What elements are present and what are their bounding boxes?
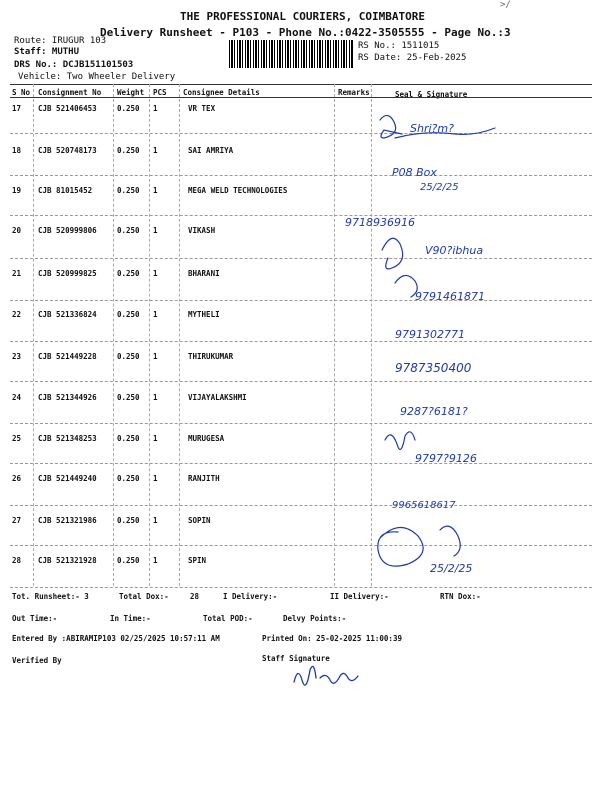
row-consignment: CJB 521449240 [38, 474, 97, 483]
row-consignee: MURUGESA [188, 434, 225, 443]
vehicle-label: Vehicle: Two Wheeler Delivery [18, 72, 176, 82]
ink-date-19: 25/2/25 [420, 182, 459, 193]
row-consignment: CJB 521344926 [38, 393, 97, 402]
row-sno: 17 [12, 104, 22, 113]
row-sno: 27 [12, 516, 22, 525]
rtn-dox-label: RTN Dox:- [440, 592, 481, 601]
corner-mark: >/ [500, 0, 511, 10]
row-consignee: SPIN [188, 556, 207, 565]
col-seal-signature: Seal & Signature [395, 90, 468, 99]
rs-number: RS No.: 1511015 [358, 41, 440, 51]
row-sno: 20 [12, 226, 22, 235]
row-consignment: CJB 521321986 [38, 516, 97, 525]
row-weight: 0.250 [117, 434, 140, 443]
total-dox-value: 28 [190, 592, 200, 601]
verified-by: Verified By [12, 656, 62, 665]
ink-phone-24: 9287?6181? [400, 405, 468, 418]
row-pcs: 1 [153, 434, 158, 443]
row-pcs: 1 [153, 393, 158, 402]
ink-phone-20: 9718936916 [345, 216, 415, 229]
ink-phone-21: 9791461871 [415, 290, 485, 303]
row-consignee: VIKASH [188, 226, 216, 235]
row-pcs: 1 [153, 556, 158, 565]
row-weight: 0.250 [117, 104, 140, 113]
row-consignment: CJB 521336824 [38, 310, 97, 319]
ink-note-18: P08 Box [392, 166, 437, 179]
row-sno: 25 [12, 434, 22, 443]
staff-label: Staff: MUTHU [14, 47, 80, 57]
in-time-label: In Time:- [110, 614, 151, 623]
ii-delivery-label: II Delivery:- [330, 592, 389, 601]
row-consignee: BHARANI [188, 269, 220, 278]
row-weight: 0.250 [117, 269, 140, 278]
row-pcs: 1 [153, 186, 158, 195]
row-consignment: CJB 521321928 [38, 556, 97, 565]
row-sno: 19 [12, 186, 22, 195]
row-sno: 26 [12, 474, 22, 483]
rs-date: RS Date: 25-Feb-2025 [358, 53, 467, 63]
row-consignee: MEGA WELD TECHNOLOGIES [188, 186, 288, 195]
ink-phone-25: 9797?9126 [415, 452, 477, 465]
row-weight: 0.250 [117, 516, 140, 525]
row-weight: 0.250 [117, 146, 140, 155]
col-consignee: Consignee Details [183, 88, 260, 97]
total-dox-label: Total Dox:- [119, 592, 169, 601]
row-consignment: CJB 521449228 [38, 352, 97, 361]
staff-signature-ink [290, 664, 370, 690]
col-pcs: PCS [153, 88, 167, 97]
row-pcs: 1 [153, 310, 158, 319]
ink-phone-23: 9787350400 [395, 361, 472, 375]
row-pcs: 1 [153, 474, 158, 483]
entered-by: Entered By :ABIRAMIP103 02/25/2025 10:57:11 AM [12, 634, 220, 643]
printed-on: Printed On: 25-02-2025 11:00:39 [262, 634, 402, 643]
row-weight: 0.250 [117, 393, 140, 402]
row-weight: 0.250 [117, 474, 140, 483]
row-weight: 0.250 [117, 310, 140, 319]
row-pcs: 1 [153, 269, 158, 278]
ink-signature-17: Shri?m? [410, 122, 454, 135]
col-sno: S No [12, 88, 31, 97]
row-consignment: CJB 520999825 [38, 269, 97, 278]
row-pcs: 1 [153, 146, 158, 155]
row-weight: 0.250 [117, 352, 140, 361]
row-consignment: CJB 520999806 [38, 226, 97, 235]
row-sno: 24 [12, 393, 22, 402]
row-consignee: SAI AMRIYA [188, 146, 234, 155]
row-weight: 0.250 [117, 186, 140, 195]
ink-date-28: 25/2/25 [430, 562, 473, 575]
staff-signature-label: Staff Signature [262, 654, 330, 663]
row-pcs: 1 [153, 226, 158, 235]
delvy-points-label: Delvy Points:- [283, 614, 347, 623]
row-consignee: SOPIN [188, 516, 211, 525]
row-sno: 21 [12, 269, 22, 278]
row-consignment: CJB 520748173 [38, 146, 97, 155]
ink-phone-22: 9791302771 [395, 328, 465, 341]
row-sno: 22 [12, 310, 22, 319]
i-delivery-label: I Delivery:- [223, 592, 278, 601]
row-weight: 0.250 [117, 556, 140, 565]
row-consignment: CJB 521348253 [38, 434, 97, 443]
col-weight: Weight [117, 88, 145, 97]
row-sno: 28 [12, 556, 22, 565]
row-sno: 23 [12, 352, 22, 361]
row-sno: 18 [12, 146, 22, 155]
row-consignee: VR TEX [188, 104, 216, 113]
row-pcs: 1 [153, 352, 158, 361]
drs-number: DRS No.: DCJB151101503 [14, 60, 134, 70]
ink-phone-26: 9965618617 [392, 500, 456, 511]
row-weight: 0.250 [117, 226, 140, 235]
row-consignee: MYTHELI [188, 310, 220, 319]
route-label: Route: IRUGUR 103 [14, 36, 107, 46]
row-consignment: CJB 81015452 [38, 186, 93, 195]
total-runsheet: Tot. Runsheet:- 3 [12, 592, 89, 601]
company-title: THE PROFESSIONAL COURIERS, COIMBATORE [180, 10, 426, 23]
row-pcs: 1 [153, 104, 158, 113]
row-consignment: CJB 521406453 [38, 104, 97, 113]
col-remarks: Remarks [338, 88, 370, 97]
row-consignee: RANJITH [188, 474, 220, 483]
runsheet-title: Delivery Runsheet - P103 - Phone No.:0422-3505555 - Page No.:3 [100, 26, 511, 39]
out-time-label: Out Time:- [12, 614, 58, 623]
total-pod-label: Total POD:- [203, 614, 253, 623]
col-consignment: Consignment No [38, 88, 102, 97]
row-consignee: THIRUKUMAR [188, 352, 234, 361]
ink-name-20: V90?ibhua [425, 244, 484, 257]
row-pcs: 1 [153, 516, 158, 525]
row-consignee: VIJAYALAKSHMI [188, 393, 247, 402]
